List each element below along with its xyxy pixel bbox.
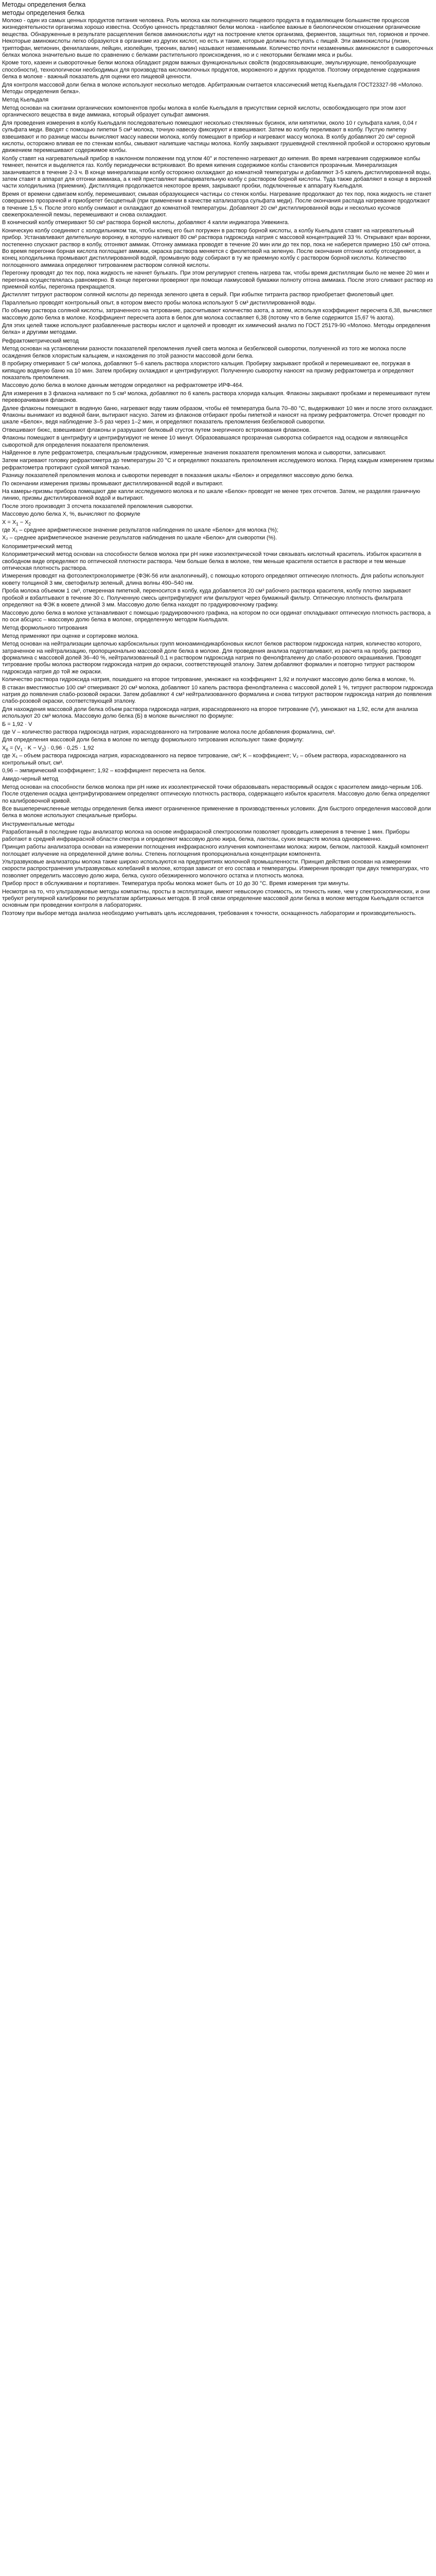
paragraph: В стакан вместимостью 100 см³ отмеривают 20 см³ молока, добавляют 10 капель раствора фенолфталеина с массовой долей 1 %, титруют раствором гидроксида натрия до появления слабо-розовой окраски. Затем добавляют 4 см³ нейтрализованного формалина и снова титруют раствором гидроксида натрия до появления слабо-розовой окраски, соответствующей эталону. [2,684,433,705]
paragraph: Разницу показателей преломления молока и сыворотки переводят в показания шкалы «Белок» и определяют массовую долю белка. [2,472,354,479]
paragraph: Массовую долю белка в молоке устанавливают с помощью градуировочного графика, на котором по оси ординат откладывают оптическую плотность раствора, а по оси абсцисс – массовую долю белка в молоке, определенную методом Кьельдаля. [2,609,431,623]
paragraph: По объему раствора соляной кислоты, затраченного на титрование, рассчитывают количество азота, а затем, используя коэффициент пересчета 6,38, вычисляют массовую долю белка в молоке. Коэффициент пересчета азота в белок для молока составляет 6,38 (потому что в белке содержится 15,67 % азота). [2,308,432,321]
paragraph: Колориметрический метод основан на способности белков молока при pH ниже изоэлектрической точки связывать кислотный краситель. Избыток красителя в свободном виде определяют по оптической плотности раствора. Чем больше белка в молоке, тем меньше красителя остается в растворе и тем меньше оптическая плотность раствора. [2,551,422,572]
page-subtitle: методы определения белка [2,9,85,16]
paragraph: Ультразвуковые анализаторы молока также широко используются на предприятиях молочной промышленности. Принцип действия основан на измерении скорости распространения ультразвуковых колебаний в молоке, которая зависит от его состава и температуры. Измерения проводят при двух температурах, что позволяет определить массовую долю жира, белка, сухого обезжиренного молочного остатка и плотность молока. [2,858,429,879]
paragraph: В конический колбу отмеривают 50 см³ раствора борной кислоты, добавляют 4 капли индикатора Уивекинга. [2,219,289,226]
paragraph: Для определения массовой доли белка в молоке по методу формольного титрования используют также формулу: [2,737,304,743]
section-heading: Метод формольного титрования [2,625,88,632]
paragraph: 0,96 – эмпирический коэффициент; 1,92 – коэффициент пересчета на белок. [2,768,206,774]
paragraph: Метод основан на способности белков молока при pH ниже их изоэлектрической точки образовывать нерастворимый осадок с красителем амидо-черным 10Б. После отделения осадка центрифугированием определяют оптическую плотность раствора, содержащего избыток красителя. Массовую долю белка определяют по калибровочной кривой. [2,784,430,804]
paragraph: Измерения проводят на фотоэлектроколориметре (ФЭК-56 или аналогичный), с помощью которого определяют оптическую плотность. Для работы используют кювету толщиной 3 мм, светофильтр зеленый, длина волны 490–540 нм. [2,573,424,586]
paragraph: Для нахождения массовой доли белка объем раствора гидроксида натрия, израсходованного на второе титрование (V), умножают на 1,92, если для анализа используют 20 см³ молока. Массовую долю белка (Б) в молоке вычисляют по формуле: [2,706,418,720]
paragraph: Для этих целей также используют разбавленные растворы кислот и щелочей и проводят их химический анализ по ГОСТ 25179-90 «Молоко. Методы определения белка» и другими методами. [2,323,430,336]
paragraph: Разработанный в последние годы анализатор молока на основе инфракрасной спектроскопии позволяет проводить измерения в течение 1 мин. Приборы работают в средней инфракрасной области спектра и определяют массовую долю жира, белка, лактозы, сухих веществ молока одновременно. [2,829,410,842]
paragraph: Все вышеперечисленные методы определения белка имеют ограниченное применение в производственных условиях. Для быстрого определения массовой доли белка в молоке используют специальные приборы. [2,806,431,819]
section-heading: Инструментальные методы [2,821,75,827]
paragraph: Кроме того, казеин и сывороточные белки молока обладают рядом важных функциональных свойств (водосвязывающие, эмульгирующие, пенообразующие способности), технологически необходимых для производства кисломолочных продуктов, мороженого и других продуктов. Поэтому определение содержания белка в молоке - важный показатель для оценки его пищевой ценности. [2,60,420,80]
paragraph: Прибор прост в обслуживании и портативен. Температура пробы молока может быть от 10 до 30 °С. Время измерения три минуты. [2,880,350,887]
section-heading: Колориметрический метод [2,543,72,550]
paragraph: Для проведения измерения в колбу Кьельдаля последовательно помещают несколько стеклянных бусинок, или кипятилки, около 10 г сульфата калия, 0,04 г сульфата меди. Вводят с помощью пипетки 5 см³ молока, точную навеску фиксируют и взвешивают. Затем во колбу переливают в колбу. Пустую пипетку взвешивают и по разнице массы вычисляют массу навески молока, колбу помещают в прибор и нагревают массу молока. В колбу добавляют 20 см³ серной кислоты, осторожно вливая ее по стенкам колбы, смывают налипшие частицы молока. Колбу закрывают грушевидной стеклянной пробкой и осторожно круговым движением перемешивают содержимое колбы. [2,120,430,154]
paragraph: Время от времени сдвигаем колбу, перемешивают, смывая образующиеся частицы со стенок колбы. Нагревание продолжают до тех пор, пока жидкость не станет совершенно прозрачной и приобретет бесцветный (при применении в качестве катализатора сульфата меди). После окончания распада нагревание продолжают в течение 1,5 ч. После этого колбу снимают и охлаждают до комнатной температуры. Добавляют 20 см³ дистиллированной воды и несколько кусочков свежепрокаленной пемзы, перемешивают и снова охлаждают. [2,191,432,218]
paragraph: Массовую долю белка в молоке данным методом определяют на рефрактометре ИРФ-464. [2,382,243,389]
paragraph: После этого производят 3 отсчета показателей преломления сыворотки. [2,503,194,510]
formula: Б = 1,92 · V [2,721,32,727]
formula: $X = X_1 - X_2$ [2,519,31,527]
section-heading: Метод Кьельдаля [2,97,49,104]
paragraph: Затем нагревают головку рефрактометра до температуры 20 °С и определяют показатель преломления исследуемого молока. Перед каждым измерением призмы рефрактометра протирают сухой мягкой тканью. [2,457,434,471]
paragraph: В пробирку отмеривают 5 см³ молока, добавляют 5–6 капель раствора хлористого кальция. Пробирку закрывают пробкой и перемешивают ее, погружая в кипящую водяную баню на 10 мин. Затем пробирку охлаждают и центрифугируют. Полученную сыворотку наносят на призму рефрактометра и определяют показатель преломления. [2,361,414,381]
paragraph: Принцип работы анализатора основан на измерении поглощения инфракрасного излучения компонентами молока: жиром, белком, лактозой. Каждый компонент поглощает излучение на определенной длине волны. Степень поглощения пропорциональна концентрации компонента. [2,844,429,857]
paragraph: Отвешивают бюкс, взвешивают флаконы и разрушают белковый сгусток путем энергичного встряхивания флаконов. [2,427,311,433]
paragraph: Метод применяют при оценке и сортировке молока. [2,633,139,639]
section-heading: Амидо-черный метод [2,776,58,783]
paragraph: Количество раствора гидроксида натрия, пошедшего на второе титрование, умножают на коэффициент 1,92 и получают массовую долю белка в молоке, %. [2,676,416,683]
paragraph: Несмотря на то, что ультразвуковые методы компактны, просты в эксплуатации, имеют невысокую стоимость, их точность ниже, чем у спектроскопических, и они требуют регулярной калибровки по результатам арбитражных методов. В этой связи определение массовой доли белка в молоке методом Кьельдаля остается основным при проведении контроля в лабораториях. [2,888,430,909]
paragraph: Массовую долю белка Х, %, вычисляют по формуле [2,511,141,518]
section-heading: Рефрактометрический метод [2,337,79,344]
page-title: Методы определения белка [2,1,86,8]
paragraph: где X₁ – среднее арифметическое значение результатов наблюдения по шкале «Белок» для молока (%); [2,527,278,534]
document [0,0,436,920]
paragraph: Параллельно проводят контрольный опыт, в котором вместо пробы молока используют 5 см³ дистиллированной воды. [2,299,317,306]
paragraph: По окончании измерения призмы промывают дистиллированной водой и вытирают. [2,480,223,487]
paragraph: Проба молока объемом 1 см³, отмеренная пипеткой, переносится в колбу, куда добавляется 20 см³ рабочего раствора красителя, колбу плотно закрывают пробкой и взбалтывают в течение 30 с. Полученную смесь центрифугируют или фильтруют через бумажный фильтр. Оптическую плотность фильтрата определяют на ФЭК в кювете длиной 3 мм. Массовую долю белка находят по градуировочному графику. [2,588,411,608]
paragraph: Далее флаконы помещают в водяную баню, нагревают воду таким образом, чтобы её температура была 70–80 °С, выдерживают 10 мин и после этого охлаждают. Флаконы вынимают из водяной бани, вытирают насухо. Затем из флаконов отбирают пробы пипеткой и наносят на призму рефрактометра. Отсчет проводят по шкале «Белок», ведя наблюдение 3–5 раз через 1–2 мин, и определяют показатель преломления безбелковой сыворотки. [2,405,433,426]
paragraph: Для контроля массовой доли белка в молоке используют несколько методов. Арбитражным считается классический метод Кьельдаля ГОСТ23327-98 «Молоко. Методы определения белка». [2,81,423,95]
paragraph: X₂ – среднее арифметическое значение результатов наблюдения по шкале «Белок» для сыворотки (%). [2,535,277,541]
paragraph: Дистиллят титруют раствором соляной кислоты до перехода зеленого цвета в серый. При избытке титранта раствор приобретает фиолетовый цвет. [2,292,394,298]
paragraph: где V – количество раствора гидроксида натрия, израсходованного на титрование молока после добавления формалина, см³. [2,729,336,735]
paragraph: где X₁ – объем раствора гидроксида натрия, израсходованного на первое титрование, см³; K – коэффициент; V₂ – объем раствора, израсходованного на контрольный опыт, см³. [2,753,406,766]
formula: $X_б = (V_1 \cdot K - V_2) \cdot 0,96 \cdot 0,25 \cdot 1,92$ [2,744,94,752]
paragraph: Флаконы помещают в центрифугу и центрифугируют не менее 10 минут. Образовавшаяся прозрачная сыворотка собирается над осадком и являющейся сывороткой для определения показателя преломления. [2,435,408,448]
paragraph: Поэтому при выборе метода анализа необходимо учитывать цель исследования, требования к точности, оснащенность лаборатории и производительность. [2,910,416,917]
paragraph: На камеры-призмы прибора помещают две капли исследуемого молока и по шкале «Белок» проводят не менее трех отсчетов. Затем, не разделяя граничную линию, призмы дистиллированной водой и вытирают. [2,488,421,502]
paragraph: Для измерения в 3 флакона наливают по 5 см³ молока, добавляют по 6 капель раствора хлорида кальция. Флаконы закрывают пробками и перемешивают путем переворачивания флаконов. [2,390,430,404]
paragraph: Найденное в лупе рефрактометра, специальным градусником, измеренные значения показателя преломления молока и сыворотки, записывают. [2,449,387,456]
paragraph: Метод основан на сжигании органических компонентов пробы молока в колбе Кьельдаля в присутствии серной кислоты, освобождающего при этом азот органического вещества в виде аммиака, который образует сульфат аммония. [2,105,406,118]
paragraph: Молоко - один из самых ценных продуктов питания человека. Роль молока как полноценного пищевого продукта в подавляющем большинстве процессов жизнедеятельности организма хорошо известна. Особую ценность представляют белки молока - наиболее важные в биологическом отношении органические вещества. Обнаруженные в результате расщепления белков аминокислоты идут на построение клеток организма, ферментов, защитных тел, гормонов и прочее. Некоторые аминокислоты легко образуются в организме из других кислот, но есть и такие, которые должны поступать с пищей. Эти аминокислоты (лизин, триптофан, метионин, фенилаланин, лейцин, изолейцин, треонин, валин) называют незаменимыми. Количество почти незаменимых аминокислот в сывороточных белках молока значительно выше по сравнению с белками растительного происхождения, но и с некоторыми белками мяса и рыбы. [2,18,433,59]
paragraph: Коническую колбу соединяют с холодильником так, чтобы конец его был погружен в раствор борной кислоты, а колбу Кьельдаля ставят на нагревательный прибор. Устанавливают делительную воронку, в которую наливают 80 см³ раствора гидроксида натрия с массовой концентрацией 33 %. Открывают кран воронки, постепенно спускают раствор в колбу, отгоняют аммиак. Отгонку аммиака проводят в течение 20 мин или до тех пор, пока не наберется примерно 150 см³ отгона. Во время перегонки борная кислота поглощает аммиак, окраска раствора меняется с фиолетовой на зеленую. После окончания отгонки колбу отсоединяют, а конец холодильника промывают дистиллированной водой, промывную воду собирают в ту же приемную колбу с раствором борной кислоты. Количество поглощенного аммиака определяют титрованием раствором соляной кислоты. [2,227,431,268]
document-body [2,18,434,917]
paragraph: Колбу ставят на нагревательный прибор в наклонном положении под углом 40° и постепенно нагревают до кипения. Во время нагревания содержимое колбы темнеет, пенится и выделяется газ. Колбу периодически встряхивают. Во время кипения содержимое колбы становится прозрачным. Минерализация заканчивается в течение 2-3 ч. В конце минерализации колбу осторожно охлаждают до комнатной температуры и добавляют 3-5 капель дистиллированной воды, затем ставят в аппарат для отгонки аммиака, а к ней приставляют выпаривательную колбу с раствором борной кислоты. Туда также добавляют в конце в верхней части холодильника (приемник). Дистилляция продолжается некоторое время, закрывают пробки, подключенные к аппарату Кьельдаля. [2,155,431,190]
paragraph: Метод основан на нейтрализации щелочью карбоксильных групп моноаминодикарбоновых кислот белков раствором гидроксида натрия, количество которого, затраченное на нейтрализацию, пропорционально массовой доле белка в молоке. Для проведения анализа подготавливают, из расчета на пробу, раствор формалина с массовой долей 36–40 %, нейтрализованный 0,1 н раствором гидроксида натрия по фенолфталеину до слабо-розового окрашивания. Проводят титрование пробы молока раствором гидроксида натрия до окраски, соответствующей эталону. Затем добавляют формалин и повторно титруют раствором гидроксида натрия до той же окраски. [2,641,422,675]
paragraph: Метод основан на установлении разности показателей преломления лучей света молока и безбелковой сыворотки, полученной из того же молока после осаждения белков хлористым кальцием, и нахождения по этой разности массовой доли белка. [2,346,406,359]
paragraph: Перегонку проводят до тех пор, пока жидкость не начнет булькать. При этом регулируют степень нагрева так, чтобы время дистилляции было не менее 20 мин и перегонка осуществлялась равномерно. В конце перегонки проверяют при помощи лакмусовой бумажки полноту отгона аммиака. После этого сливают раствор из приемной колбы, перегонка прекращается. [2,270,433,291]
